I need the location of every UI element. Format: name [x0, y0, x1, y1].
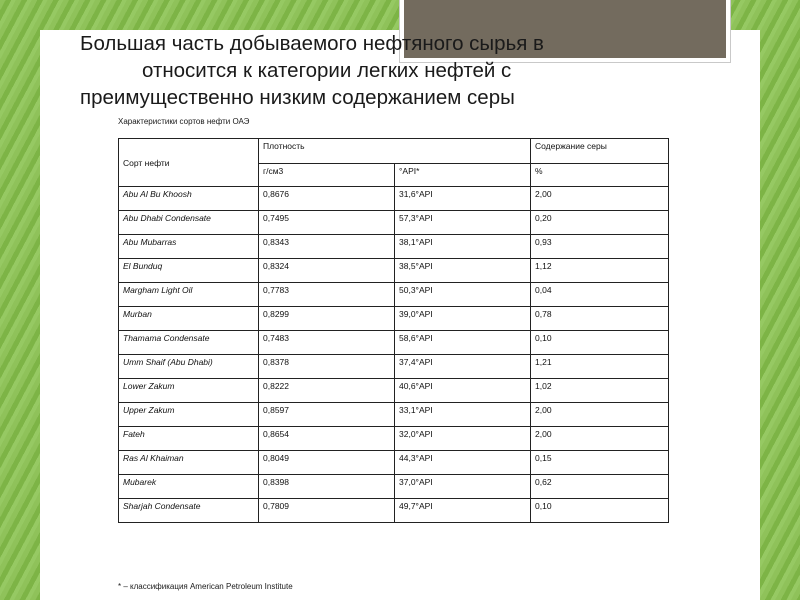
cell-api: 31,6°API	[395, 187, 531, 211]
cell-api: 37,4°API	[395, 355, 531, 379]
header-sulfur: Содержание серы	[531, 139, 669, 164]
table-row	[119, 451, 669, 475]
cell-sulfur: 1,02	[531, 379, 669, 403]
cell-crude-name: Fateh	[119, 427, 259, 451]
cell-sulfur: 0,10	[531, 499, 669, 523]
title-line-3: преимущественно низким содержанием серы	[80, 86, 515, 109]
cell-crude-name: Abu Dhabi Condensate	[119, 211, 259, 235]
cell-density: 0,8676	[259, 187, 395, 211]
table-caption: Характеристики сортов нефти ОАЭ	[118, 117, 250, 126]
cell-api: 57,3°API	[395, 211, 531, 235]
cell-crude-name: Mubarek	[119, 475, 259, 499]
cell-density: 0,8049	[259, 451, 395, 475]
table-row	[119, 379, 669, 403]
cell-sulfur: 1,12	[531, 259, 669, 283]
cell-api: 58,6°API	[395, 331, 531, 355]
cell-api: 39,0°API	[395, 307, 531, 331]
table-row	[119, 187, 669, 211]
slide-title	[80, 30, 680, 111]
table-header-row	[119, 139, 669, 164]
header-grade: Сорт нефти	[119, 139, 259, 187]
cell-density: 0,7483	[259, 331, 395, 355]
cell-sulfur: 0,04	[531, 283, 669, 307]
cell-crude-name: Margham Light Oil	[119, 283, 259, 307]
cell-crude-name: Lower Zakum	[119, 379, 259, 403]
cell-api: 33,1°API	[395, 403, 531, 427]
cell-api: 32,0°API	[395, 427, 531, 451]
cell-crude-name: Umm Shaif (Abu Dhabi)	[119, 355, 259, 379]
table-footnote: * – классификация American Petroleum Institute	[118, 582, 293, 591]
header-unit-density: г/см3	[259, 164, 395, 187]
table-row	[119, 355, 669, 379]
header-density: Плотность	[259, 139, 531, 164]
cell-sulfur: 2,00	[531, 403, 669, 427]
cell-density: 0,7495	[259, 211, 395, 235]
cell-density: 0,7783	[259, 283, 395, 307]
header-unit-sulfur: %	[531, 164, 669, 187]
cell-density: 0,8343	[259, 235, 395, 259]
table-row	[119, 259, 669, 283]
cell-crude-name: Thamama Condensate	[119, 331, 259, 355]
table-row	[119, 307, 669, 331]
cell-sulfur: 1,21	[531, 355, 669, 379]
cell-sulfur: 0,10	[531, 331, 669, 355]
cell-density: 0,8597	[259, 403, 395, 427]
table-row	[119, 331, 669, 355]
cell-api: 49,7°API	[395, 499, 531, 523]
cell-density: 0,7809	[259, 499, 395, 523]
table-row	[119, 235, 669, 259]
table-row	[119, 475, 669, 499]
title-line-2: относится к категории легких нефтей с	[142, 59, 512, 82]
cell-sulfur: 0,20	[531, 211, 669, 235]
cell-crude-name: Abu Al Bu Khoosh	[119, 187, 259, 211]
cell-density: 0,8654	[259, 427, 395, 451]
cell-sulfur: 0,62	[531, 475, 669, 499]
cell-density: 0,8398	[259, 475, 395, 499]
title-line-1: Большая часть добываемого нефтяного сырья в	[80, 32, 544, 55]
cell-api: 37,0°API	[395, 475, 531, 499]
cell-api: 38,1°API	[395, 235, 531, 259]
table-row	[119, 403, 669, 427]
cell-density: 0,8222	[259, 379, 395, 403]
cell-crude-name: Murban	[119, 307, 259, 331]
cell-crude-name: Abu Mubarras	[119, 235, 259, 259]
crude-oil-table	[118, 138, 669, 523]
cell-crude-name: El Bunduq	[119, 259, 259, 283]
table-row	[119, 427, 669, 451]
table-row	[119, 499, 669, 523]
cell-density: 0,8378	[259, 355, 395, 379]
table-row	[119, 283, 669, 307]
cell-crude-name: Upper Zakum	[119, 403, 259, 427]
header-unit-api: °API*	[395, 164, 531, 187]
cell-sulfur: 0,93	[531, 235, 669, 259]
cell-crude-name: Ras Al Khaiman	[119, 451, 259, 475]
cell-crude-name: Sharjah Condensate	[119, 499, 259, 523]
cell-api: 40,6°API	[395, 379, 531, 403]
table-row	[119, 211, 669, 235]
cell-sulfur: 2,00	[531, 427, 669, 451]
cell-sulfur: 0,15	[531, 451, 669, 475]
cell-density: 0,8324	[259, 259, 395, 283]
cell-api: 44,3°API	[395, 451, 531, 475]
cell-density: 0,8299	[259, 307, 395, 331]
cell-sulfur: 0,78	[531, 307, 669, 331]
cell-api: 38,5°API	[395, 259, 531, 283]
cell-api: 50,3°API	[395, 283, 531, 307]
cell-sulfur: 2,00	[531, 187, 669, 211]
